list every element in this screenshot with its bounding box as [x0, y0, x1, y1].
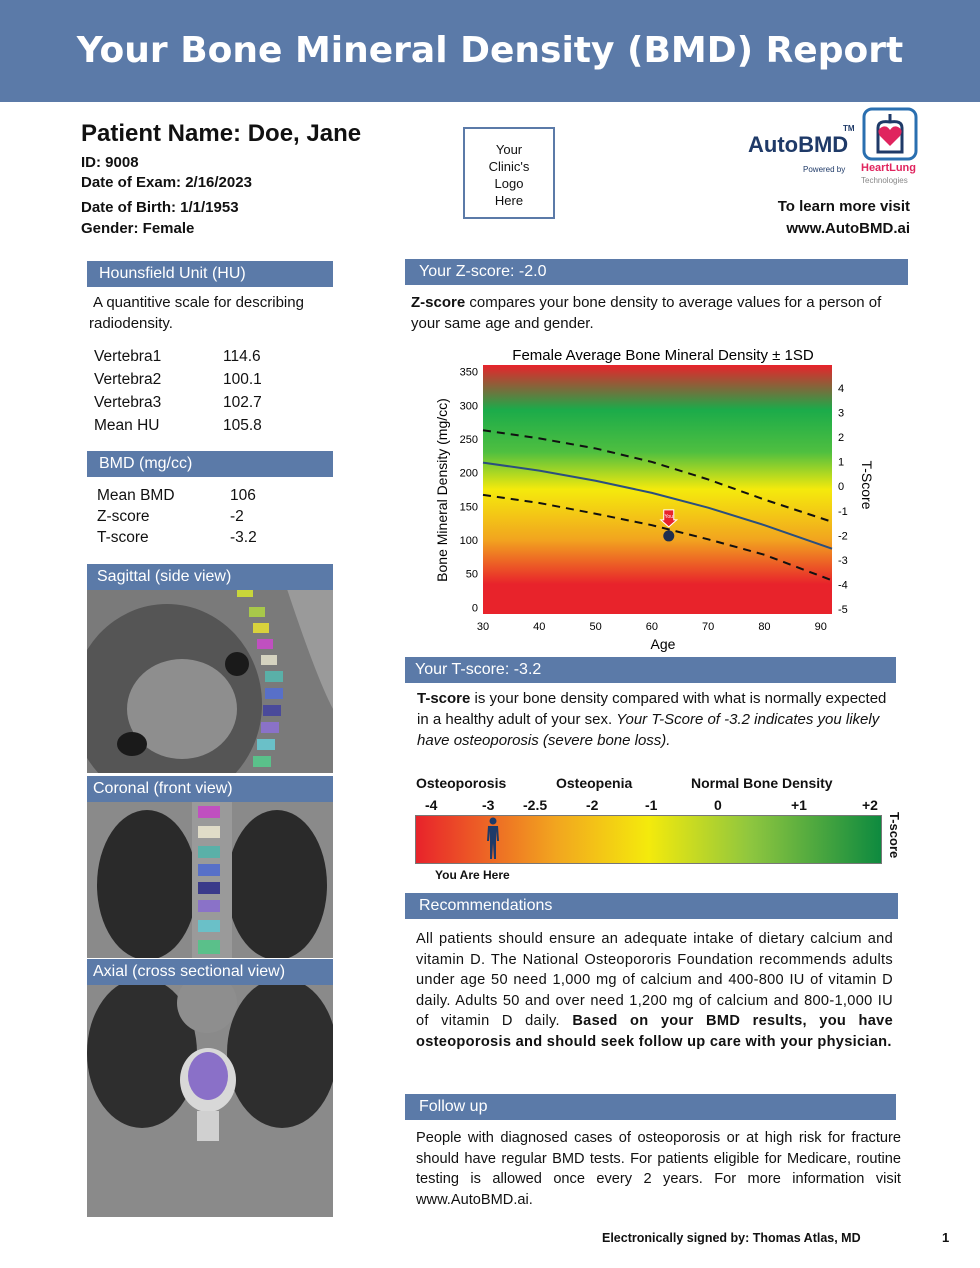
y2-tick-label: 4	[838, 383, 845, 395]
x-tick-label: 90	[814, 621, 827, 633]
y2-tick-label: -5	[838, 604, 848, 616]
y-axis-label: Bone Mineral Density (mg/cc)	[434, 398, 450, 582]
recommendations-header: Recommendations	[405, 893, 898, 919]
t-tick: -2.5	[523, 797, 548, 813]
row-value: 106	[230, 487, 256, 504]
row-value: 100.1	[223, 371, 262, 388]
t-tick: -2	[586, 797, 599, 813]
table-row	[94, 348, 334, 371]
birth-date: Date of Birth: 1/1/1953	[81, 199, 239, 216]
recommendations-body: All patients should ensure an adequate intake of dietary calcium and vitamin D. The National Osteopororis Foundation recommends adults under age 50 need 1,000 mg of calcium and 400-800 IU of vitamin D daily. Adults 50 and over need 1,200 mg of calcium and 800-1,000 IU of vitamin D daily.	[416, 931, 893, 1029]
t-score-axis-label: T-score	[887, 812, 902, 859]
heartlung-logo-icon	[861, 106, 919, 162]
brand-url[interactable]: www.AutoBMD.ai	[786, 220, 910, 237]
row-label: T-score	[97, 529, 149, 546]
x-tick-label: 60	[645, 621, 658, 633]
y2-tick-label: -2	[838, 530, 848, 543]
plot-background	[483, 365, 832, 614]
category-osteopenia: Osteopenia	[556, 775, 633, 791]
exam-date: Date of Exam: 2/16/2023	[81, 174, 252, 191]
x-tick-label: 70	[702, 621, 715, 633]
clinic-logo-line: Your	[495, 142, 523, 157]
partner-name: HeartLung	[861, 162, 916, 174]
clinic-logo-line: Logo	[494, 176, 524, 191]
sagittal-ct-image	[87, 589, 333, 773]
recommendations-bold: Based on your BMD results, you have osteoporosis and should seek follow up care with your physician.	[416, 1013, 893, 1050]
row-value: 105.8	[223, 417, 262, 434]
powered-by: Powered by	[803, 165, 846, 174]
recommendations-text	[416, 929, 893, 1052]
z-score-text: compares your bone density to average values for a person of your same age and gender.	[411, 294, 882, 332]
page-number: 1	[942, 1230, 950, 1245]
coronal-label: Coronal (front view)	[87, 776, 333, 802]
t-tick: +1	[791, 797, 807, 813]
x-tick-label: 30	[476, 621, 490, 633]
patient-data-point	[663, 530, 674, 541]
brand-name: AutoBMD	[748, 132, 849, 157]
row-value: 114.6	[223, 348, 261, 365]
clinic-logo-line: Here	[494, 193, 524, 208]
x-tick-label: 50	[589, 621, 602, 633]
table-row	[97, 529, 337, 550]
t-score-axis-label-wrap	[888, 812, 904, 872]
report-title: Your Bone Mineral Density (BMD) Report	[76, 30, 904, 71]
z-score-term: Z-score	[411, 294, 466, 311]
brand-tm: TM	[843, 124, 855, 133]
hu-section-header: Hounsfield Unit (HU)	[87, 261, 333, 287]
y-tick-label: 250	[459, 434, 478, 447]
row-label: Vertebra1	[94, 348, 162, 365]
chart-title: Female Average Bone Mineral Density ± 1SD	[512, 347, 814, 364]
y-tick-label: 200	[459, 467, 478, 480]
learn-more-label: To learn more visit	[777, 198, 910, 215]
x-tick-label: 80	[758, 621, 771, 633]
row-label: Mean HU	[94, 417, 160, 434]
x-tick-label: 40	[533, 621, 546, 633]
category-normal: Normal Bone Density	[691, 775, 833, 791]
table-row	[94, 394, 334, 417]
patient-id: ID: 9008	[81, 154, 139, 171]
t-tick: -3	[482, 797, 495, 813]
y-tick-label: 300	[459, 400, 478, 413]
y-tick-label: 50	[465, 568, 478, 581]
axial-label: Axial (cross sectional view)	[87, 959, 333, 985]
t-score-header: Your T-score: -3.2	[405, 657, 896, 683]
followup-header: Follow up	[405, 1094, 896, 1120]
coronal-ct-image	[87, 800, 333, 958]
y-tick-label: 0	[471, 602, 478, 615]
signature-line: Electronically signed by: Thomas Atlas, MD	[602, 1231, 861, 1245]
t-tick: 0	[714, 797, 722, 813]
y-tick-label: 350	[459, 366, 478, 379]
t-score-text: is your bone density compared with what is normally expected in a healthy adult of your sex.	[417, 690, 887, 728]
y2-axis-label: T-Score	[859, 460, 875, 510]
y2-tick-label: -1	[838, 505, 848, 518]
sagittal-label: Sagittal (side view)	[87, 564, 333, 590]
bmd-chart	[430, 340, 880, 655]
row-value: 102.7	[223, 394, 262, 411]
axial-ct-image	[87, 983, 333, 1217]
hu-table	[94, 348, 334, 440]
table-row	[94, 371, 334, 394]
clinic-logo-line: Clinic's	[488, 159, 530, 174]
z-score-header: Your Z-score: -2.0	[405, 259, 908, 285]
row-label: Mean BMD	[97, 487, 175, 504]
person-marker-icon	[485, 817, 501, 861]
table-row	[97, 487, 337, 508]
bmd-table	[97, 487, 337, 550]
y-tick-label: 100	[459, 534, 478, 547]
gender: Gender: Female	[81, 220, 195, 237]
y2-tick-label: 2	[838, 432, 845, 445]
row-label: Z-score	[97, 508, 150, 525]
table-row	[97, 508, 337, 529]
followup-text: People with diagnosed cases of osteoporosis or at high risk for fracture should have regular BMD tests. For patients eligible for Medicare, routine testing is allowed once every 2 years. For more information visit www.AutoBMD.ai.	[416, 1130, 901, 1208]
row-value: -2	[230, 508, 244, 525]
y2-tick-label: -4	[838, 579, 848, 592]
t-tick: -4	[425, 797, 438, 813]
row-label: Vertebra2	[94, 371, 162, 388]
t-score-term: T-score	[417, 690, 471, 707]
y2-tick-label: -3	[838, 554, 848, 567]
x-axis-label: Age	[650, 636, 676, 652]
y2-tick-label: 3	[838, 407, 845, 420]
t-score-italic: Your T-Score of -3.2 indicates you likely have osteoporosis (severe bone loss).	[417, 711, 880, 749]
partner-sub: Technologies	[861, 176, 908, 185]
y-tick-label: 150	[459, 501, 478, 514]
t-tick: +2	[862, 797, 878, 813]
patient-name: Patient Name: Doe, Jane	[81, 120, 362, 147]
clinic-logo-placeholder	[463, 127, 555, 219]
y2-tick-label: 0	[838, 481, 845, 494]
patient-marker-label: You	[664, 513, 673, 520]
t-tick: -1	[645, 797, 658, 813]
bmd-section-header: BMD (mg/cc)	[87, 451, 333, 477]
y2-tick-label: 1	[838, 456, 845, 469]
row-value: -3.2	[230, 529, 257, 546]
hu-description: A quantitive scale for describing radiodensity.	[89, 294, 304, 332]
category-osteoporosis: Osteoporosis	[416, 775, 507, 791]
row-label: Vertebra3	[94, 394, 162, 411]
z-score-description	[411, 292, 901, 334]
t-score-description	[417, 688, 887, 751]
you-are-here-label: You Are Here	[435, 868, 510, 882]
table-row	[94, 417, 334, 440]
